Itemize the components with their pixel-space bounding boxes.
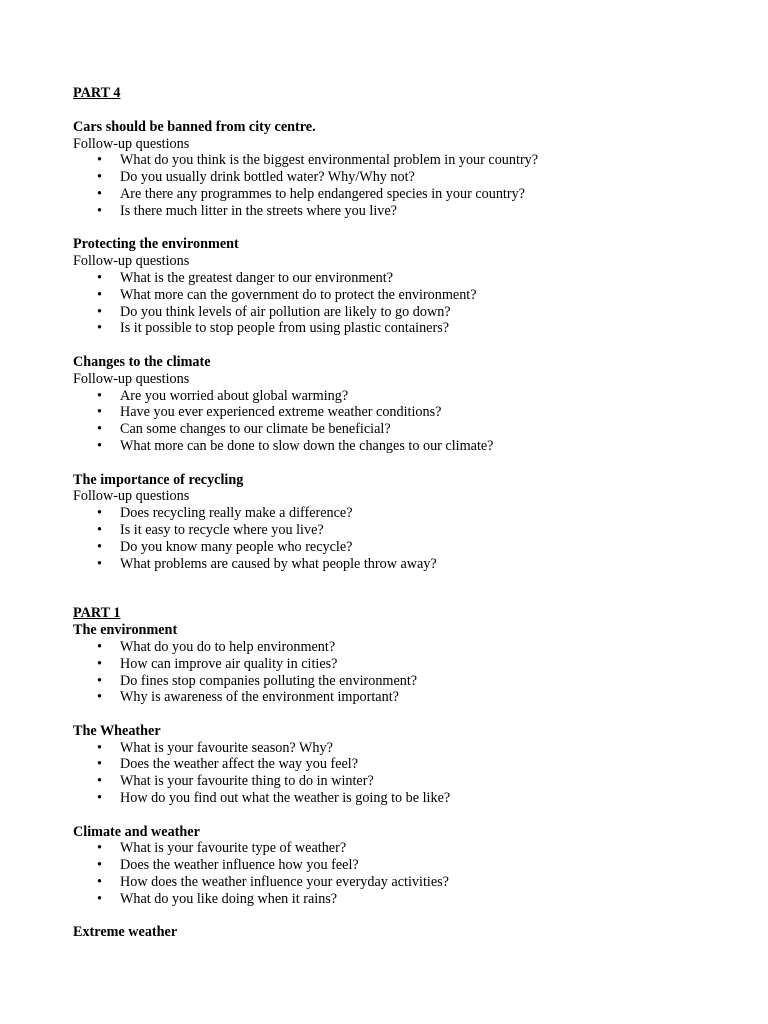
question-list bbox=[73, 740, 713, 807]
question-list bbox=[73, 152, 713, 219]
question-text: What is your favourite thing to do in winter? bbox=[120, 773, 374, 790]
question-item bbox=[73, 203, 713, 220]
section-title: The environment bbox=[73, 622, 178, 639]
question-text: Do fines stop companies polluting the environment? bbox=[120, 672, 418, 689]
question-item bbox=[73, 320, 713, 337]
question-text: Are there any programmes to help endangered species in your country? bbox=[120, 185, 525, 202]
question-text: What do you think is the biggest environmental problem in your country? bbox=[120, 152, 539, 169]
bullet-icon: • bbox=[97, 303, 102, 320]
bullet-icon: • bbox=[97, 638, 102, 655]
part1-section-extreme-weather bbox=[73, 924, 713, 941]
question-item bbox=[73, 304, 713, 321]
question-text: What is your favourite type of weather? bbox=[120, 840, 347, 857]
question-item bbox=[73, 790, 713, 807]
bullet-icon: • bbox=[97, 790, 102, 807]
bullet-icon: • bbox=[97, 269, 102, 286]
question-item bbox=[73, 840, 713, 857]
follow-up-label: Follow-up questions bbox=[73, 488, 190, 505]
question-item bbox=[73, 438, 713, 455]
follow-up-label: Follow-up questions bbox=[73, 135, 190, 152]
question-item bbox=[73, 756, 713, 773]
question-item bbox=[73, 186, 713, 203]
question-text: Have you ever experienced extreme weather conditions? bbox=[120, 404, 442, 421]
question-item bbox=[73, 689, 713, 706]
part4-heading: PART 4 bbox=[73, 85, 121, 101]
question-text: Is it possible to stop people from using plastic containers? bbox=[120, 320, 450, 337]
question-text: Do you think levels of air pollution are likely to go down? bbox=[120, 303, 451, 320]
question-text: What is your favourite season? Why? bbox=[120, 739, 333, 756]
question-item bbox=[73, 539, 713, 556]
part4-section-climate-changes bbox=[73, 354, 713, 455]
question-text: Does recycling really make a difference? bbox=[120, 505, 353, 522]
question-text: What do you do to help environment? bbox=[120, 638, 336, 655]
section-title: The importance of recycling bbox=[73, 471, 244, 488]
question-text: How do you find out what the weather is going to be like? bbox=[120, 790, 451, 807]
bullet-icon: • bbox=[97, 202, 102, 219]
question-item bbox=[73, 421, 713, 438]
section-title: Changes to the climate bbox=[73, 353, 211, 370]
question-text: Does the weather affect the way you feel? bbox=[120, 756, 359, 773]
bullet-icon: • bbox=[97, 655, 102, 672]
question-text: Can some changes to our climate be beneficial? bbox=[120, 421, 391, 438]
question-item bbox=[73, 556, 713, 573]
bullet-icon: • bbox=[97, 505, 102, 522]
part1-heading: PART 1 bbox=[73, 605, 121, 622]
bullet-icon: • bbox=[97, 152, 102, 169]
question-list bbox=[73, 840, 713, 907]
bullet-icon: • bbox=[97, 874, 102, 891]
follow-up-label: Follow-up questions bbox=[73, 253, 190, 270]
bullet-icon: • bbox=[97, 421, 102, 438]
question-list bbox=[73, 505, 713, 572]
question-list bbox=[73, 388, 713, 455]
question-text: What problems are caused by what people throw away? bbox=[120, 555, 437, 572]
follow-up-label: Follow-up questions bbox=[73, 370, 190, 387]
bullet-icon: • bbox=[97, 185, 102, 202]
bullet-icon: • bbox=[97, 437, 102, 454]
question-list bbox=[73, 639, 713, 706]
question-item bbox=[73, 522, 713, 539]
question-item bbox=[73, 740, 713, 757]
question-text: Do you know many people who recycle? bbox=[120, 538, 353, 555]
question-item bbox=[73, 505, 713, 522]
bullet-icon: • bbox=[97, 387, 102, 404]
question-item bbox=[73, 287, 713, 304]
question-text: Does the weather influence how you feel? bbox=[120, 857, 359, 874]
document-body bbox=[73, 85, 713, 941]
bullet-icon: • bbox=[97, 857, 102, 874]
section-title: Climate and weather bbox=[73, 823, 200, 840]
question-item bbox=[73, 152, 713, 169]
part1-section-weather bbox=[73, 723, 713, 807]
bullet-icon: • bbox=[97, 840, 102, 857]
question-item bbox=[73, 773, 713, 790]
question-text: Do you usually drink bottled water? Why/Why not? bbox=[120, 169, 415, 186]
section-title: The Wheather bbox=[73, 722, 161, 739]
question-text: How does the weather influence your everyday activities? bbox=[120, 874, 449, 891]
part4-section-cars bbox=[73, 119, 713, 220]
question-text: What do you like doing when it rains? bbox=[120, 890, 338, 907]
question-item bbox=[73, 857, 713, 874]
bullet-icon: • bbox=[97, 521, 102, 538]
question-text: Is there much litter in the streets where you live? bbox=[120, 202, 397, 219]
part4-section-protecting bbox=[73, 236, 713, 337]
question-item bbox=[73, 639, 713, 656]
bullet-icon: • bbox=[97, 890, 102, 907]
question-text: How can improve air quality in cities? bbox=[120, 655, 338, 672]
bullet-icon: • bbox=[97, 169, 102, 186]
question-item bbox=[73, 874, 713, 891]
bullet-icon: • bbox=[97, 538, 102, 555]
bullet-icon: • bbox=[97, 320, 102, 337]
question-item bbox=[73, 169, 713, 186]
bullet-icon: • bbox=[97, 286, 102, 303]
section-title: Cars should be banned from city centre. bbox=[73, 118, 316, 135]
bullet-icon: • bbox=[97, 404, 102, 421]
bullet-icon: • bbox=[97, 672, 102, 689]
question-text: What is the greatest danger to our environment? bbox=[120, 269, 394, 286]
part4-section-recycling bbox=[73, 472, 713, 573]
question-text: Why is awareness of the environment important? bbox=[120, 689, 399, 706]
question-item bbox=[73, 270, 713, 287]
section-title: Extreme weather bbox=[73, 924, 178, 941]
bullet-icon: • bbox=[97, 739, 102, 756]
part1-section-environment bbox=[73, 622, 713, 706]
question-text: What more can be done to slow down the changes to our climate? bbox=[120, 437, 494, 454]
question-text: Are you worried about global warming? bbox=[120, 387, 349, 404]
question-text: Is it easy to recycle where you live? bbox=[120, 521, 324, 538]
question-item bbox=[73, 388, 713, 405]
bullet-icon: • bbox=[97, 555, 102, 572]
question-text: What more can the government do to protect the environment? bbox=[120, 286, 477, 303]
section-title: Protecting the environment bbox=[73, 236, 239, 253]
bullet-icon: • bbox=[97, 756, 102, 773]
question-item bbox=[73, 891, 713, 908]
part1-section-climate-weather bbox=[73, 824, 713, 908]
bullet-icon: • bbox=[97, 689, 102, 706]
question-list bbox=[73, 270, 713, 337]
question-item bbox=[73, 673, 713, 690]
bullet-icon: • bbox=[97, 773, 102, 790]
question-item bbox=[73, 656, 713, 673]
question-item bbox=[73, 404, 713, 421]
